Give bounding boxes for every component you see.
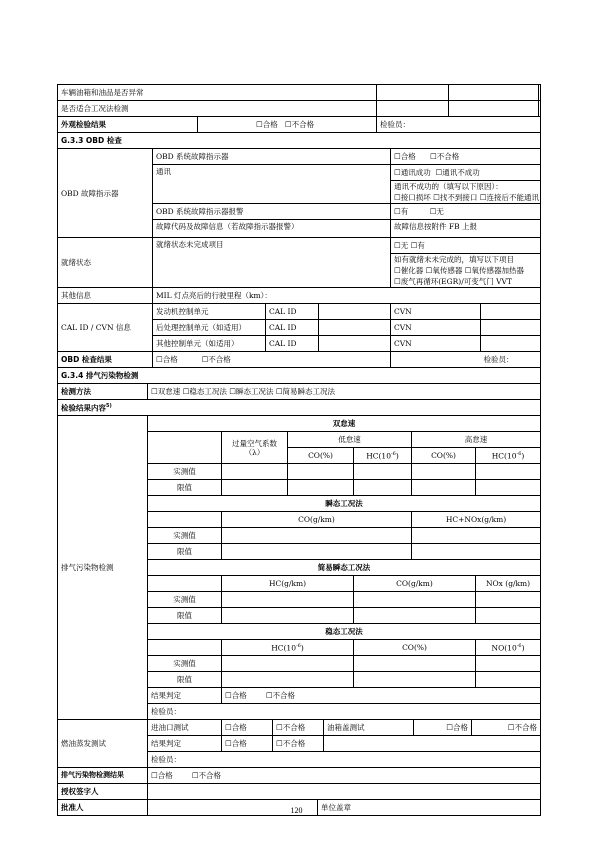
high-idle-label: 高怠速	[412, 432, 541, 448]
transient-title: 瞬态工况法	[148, 496, 541, 512]
obd-table	[57, 132, 541, 368]
simple-transient-title: 简易瞬态工况法	[148, 560, 541, 576]
emission-pass-checkbox[interactable]: ☐合格	[225, 691, 247, 700]
table-row	[58, 384, 541, 400]
other-info-label: 其他信息	[58, 288, 153, 304]
evap-label: 燃油蒸发测试	[58, 720, 148, 768]
table-row	[58, 133, 541, 149]
method-label: 检测方法	[58, 384, 148, 400]
emission-section-label: 排气污染物检测	[58, 416, 148, 720]
dual-idle-title: 双怠速	[148, 416, 541, 432]
no-ppm-label: $NO(10^{-6})$	[476, 640, 541, 656]
comm-ok-checkbox[interactable]: ☐通讯成功	[394, 168, 431, 177]
steady-state-title: 稳态工况法	[148, 624, 541, 640]
seal-label: 单位盖章	[318, 800, 541, 816]
co-label: CO(%)	[412, 448, 476, 464]
pass-checkbox[interactable]: ☐合格	[256, 120, 278, 129]
obd-inspector-field: 检验员：	[481, 352, 541, 368]
obd-pass-checkbox[interactable]: ☐合格	[156, 355, 178, 364]
inlet-fail-checkbox[interactable]: ☐不合格	[273, 720, 324, 736]
evap-table	[57, 719, 541, 768]
fault-code-note: 故障信息按附件 FB 上报	[391, 220, 541, 238]
evap-pass-checkbox[interactable]: ☐合格	[222, 736, 273, 752]
table-row	[58, 288, 541, 304]
table-row	[58, 352, 541, 368]
low-idle-label: 低怠速	[288, 432, 412, 448]
cvn-label: CVN	[391, 336, 481, 352]
emission-detail-table	[57, 415, 541, 720]
table-row	[58, 400, 541, 416]
condition-check-label: 是否适合工况法检测	[58, 101, 377, 117]
method-options[interactable]: ☐双怠速 ☐稳态工况法 ☐瞬态工况法 ☐简易瞬态工况法	[148, 384, 541, 400]
table-row	[58, 768, 541, 784]
co-pct-label: CO(%)	[354, 640, 476, 656]
comm-reason-note: 通讯不成功的（填写以下原因）：	[391, 181, 541, 193]
evap-fail-checkbox[interactable]: ☐不合格	[273, 736, 324, 752]
unit-aftertreatment: 后处理控制单元（如适用）	[153, 320, 266, 336]
lambda-label: 过量空气系数 （λ）	[222, 432, 288, 464]
final-result-label: 排气污染物检测结果	[58, 768, 148, 784]
hc-ppm-label: $HC(10^{-6})$	[222, 640, 354, 656]
unit-engine: 发动机控制单元	[153, 304, 266, 320]
report-form	[57, 84, 541, 816]
readiness-options[interactable]: ☐无 ☐有	[391, 238, 541, 254]
inlet-pass-checkbox[interactable]: ☐合格	[222, 720, 273, 736]
alarm-label: OBD 系统故障指示器报警	[153, 204, 391, 220]
final-pass-checkbox[interactable]: ☐合格	[151, 771, 173, 780]
table-row	[58, 85, 541, 101]
appearance-table	[57, 84, 541, 133]
mil-fail-checkbox[interactable]: ☐不合格	[430, 152, 460, 161]
obd-heading: G.3.3 OBD 检查	[58, 133, 541, 149]
emission-heading: G.3.4 排气污染物检测	[58, 368, 541, 384]
unit-other: 其他控制单元（如适用）	[153, 336, 266, 352]
table-row	[58, 368, 541, 384]
cap-test-label: 油箱盖测试	[324, 720, 414, 736]
hc-gkm-label: HC(g/km)	[222, 576, 354, 592]
readiness-note: 如有就绪未未完成的，填写以下项目	[391, 254, 541, 266]
obd-indicator-label: OBD 故障指示器	[58, 149, 153, 238]
fault-code-label: 故障代码及故障信息（若故障指示器报警）	[153, 220, 391, 238]
table-row	[58, 101, 541, 117]
co-label: CO(%)	[288, 448, 354, 464]
appearance-result-options	[198, 117, 377, 133]
inlet-test-label: 进油口测试	[148, 720, 222, 736]
readiness-items-2[interactable]: ☐废气再循环(EGR)/可变气门 VVT	[391, 276, 541, 288]
result-content-label: 检验结果内容$^{5)}$	[58, 400, 541, 416]
table-row	[58, 304, 541, 320]
readiness-items-1[interactable]: ☐催化器 ☐氧传感器 ☐氧传感器加热器	[391, 265, 541, 276]
approver-label: 批准人	[58, 800, 148, 816]
inspector-field: 检验员：	[377, 117, 541, 133]
cap-fail-checkbox[interactable]: ☐不合格	[472, 720, 541, 736]
obd-result-label: OBD 检查结果	[58, 352, 153, 368]
table-row	[58, 784, 541, 800]
signer-label: 授权签字人	[58, 784, 148, 800]
cap-pass-checkbox[interactable]: ☐合格	[414, 720, 472, 736]
cal-id-label: CAL ID	[266, 304, 319, 320]
limit-label: 限值	[148, 608, 222, 624]
evap-judge-label: 结果判定	[148, 736, 222, 752]
table-row	[58, 117, 541, 133]
cal-cvn-label: CAL ID / CVN 信息	[58, 304, 153, 352]
measured-label: 实测值	[148, 528, 222, 544]
fail-checkbox[interactable]: ☐不合格	[284, 120, 315, 129]
alarm-yes-checkbox[interactable]: ☐有	[394, 207, 409, 216]
table-row	[58, 149, 541, 165]
emission-fail-checkbox[interactable]: ☐不合格	[265, 691, 296, 700]
table-row	[58, 416, 541, 432]
nox-gkm-label: NOx (g/km)	[476, 576, 541, 592]
table-row	[58, 720, 541, 736]
page-number: 120	[290, 806, 303, 815]
measured-label: 实测值	[148, 592, 222, 608]
table-row	[58, 238, 541, 254]
readiness-label: 就绪状态	[58, 238, 153, 288]
final-fail-checkbox[interactable]: ☐不合格	[191, 771, 222, 780]
mil-label: OBD 系统故障指示器	[153, 149, 391, 165]
emission-inspector-field: 检验员：	[148, 704, 541, 720]
limit-label: 限值	[148, 672, 222, 688]
hc-label: $HC(10^{-6})$	[354, 448, 412, 464]
co-gkm-label: CO(g/km)	[222, 512, 412, 528]
alarm-no-checkbox[interactable]: ☐无	[429, 207, 444, 216]
mil-pass-checkbox[interactable]: ☐合格	[394, 152, 416, 161]
co-gkm-label: CO(g/km)	[354, 576, 476, 592]
measured-label: 实测值	[148, 656, 222, 672]
hc-label: $HC(10^{-6})$	[476, 448, 541, 464]
comm-label: 通讯	[153, 165, 391, 204]
cvn-label: CVN	[391, 304, 481, 320]
comm-reason-options[interactable]: ☐接口损坏 ☐找不到接口 ☐连接后不能通讯	[391, 192, 541, 204]
limit-label: 限值	[148, 480, 222, 496]
hc-nox-label: HC+NOx(g/km)	[412, 512, 541, 528]
oil-check-label: 车辆油箱和油品是否异常	[58, 85, 377, 101]
readiness-item-label: 就绪状态未完成项目	[153, 238, 391, 288]
evap-inspector-field: 检验员：	[148, 752, 541, 768]
mil-mileage-field: MIL 灯点亮后的行驶里程（km）：	[153, 288, 541, 304]
obd-fail-checkbox[interactable]: ☐不合格	[201, 355, 231, 364]
appearance-result-label: 外观检验结果	[58, 117, 198, 133]
cal-id-label: CAL ID	[266, 336, 319, 352]
limit-label: 限值	[148, 544, 222, 560]
judge-label: 结果判定	[148, 688, 222, 704]
cvn-label: CVN	[391, 320, 481, 336]
comm-fail-checkbox[interactable]: ☐通讯不成功	[435, 168, 480, 177]
measured-label: 实测值	[148, 464, 222, 480]
emission-table	[57, 367, 541, 416]
cal-id-label: CAL ID	[266, 320, 319, 336]
